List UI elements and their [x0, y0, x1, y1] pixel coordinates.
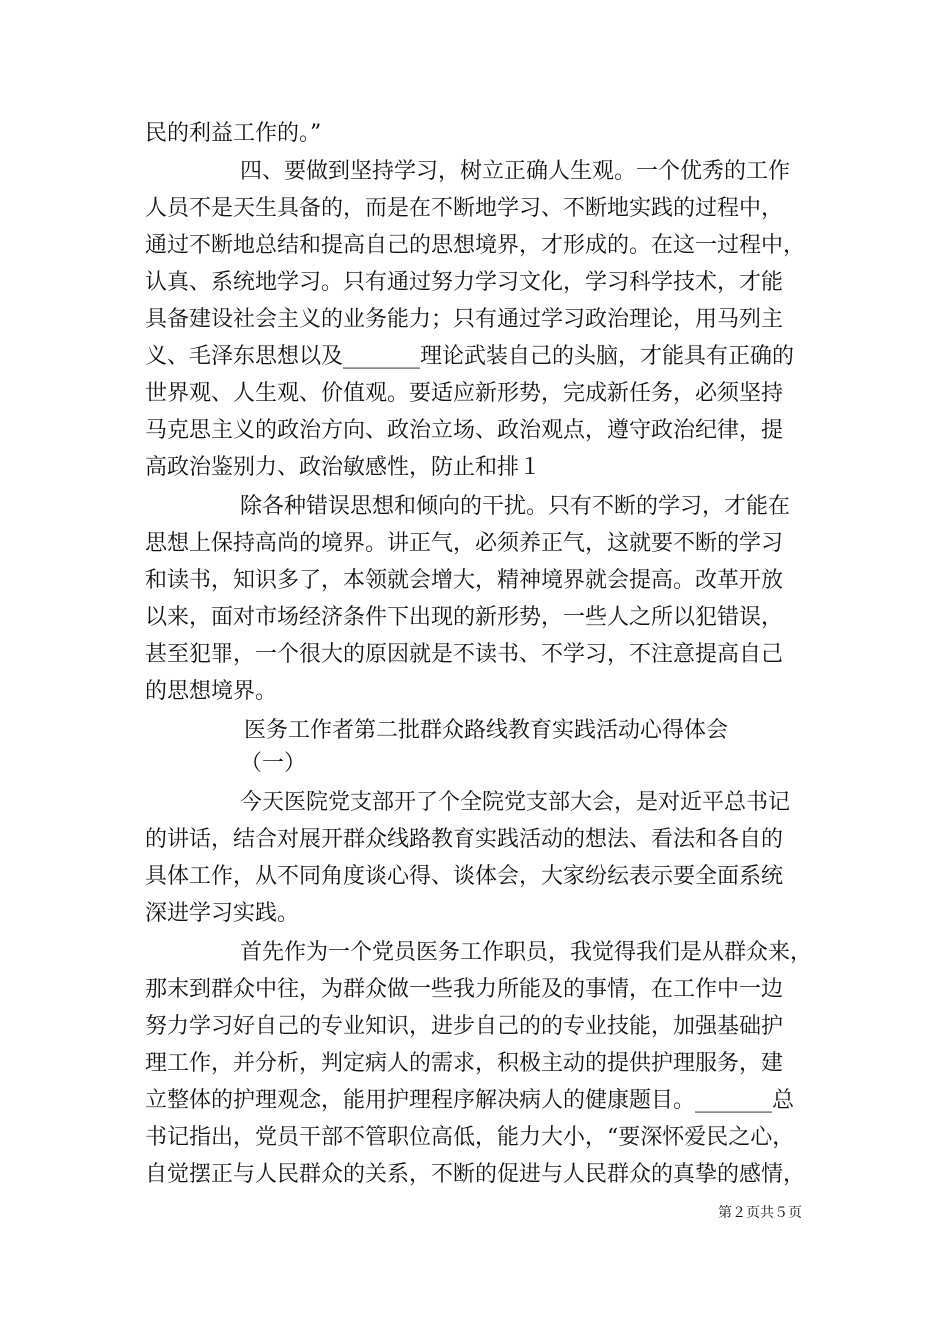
text-line-10: 高政治鉴别力、政治敏感性，防止和排１: [145, 455, 542, 480]
text-line-24: 那末到群众中往，为群众做一些我力所能及的事情，在工作中一边: [145, 977, 784, 1002]
text-line-27: 立整体的护理观念，能用护理程序解决病人的健康题目。_______总: [145, 1088, 795, 1113]
text-line-14: 以来，面对市场经济条件下出现的新形势，一些人之所以犯错误，: [145, 605, 784, 630]
text-line-3: 人员不是天生具备的，而是在不断地学习、不断地实践的过程中，: [145, 196, 784, 221]
text-line-4: 通过不断地总结和提高自己的思想境界，才形成的。在这一过程中，: [145, 233, 806, 258]
section-subheading: （一）: [240, 751, 307, 776]
text-line-16: 的思想境界。: [145, 679, 278, 704]
text-line-8: 世界观、人生观、价值观。要适应新形势，完成新任务，必须坚持: [145, 381, 784, 406]
text-line-7: 义、毛泽东思想以及_______理论武装自己的头脑，才能具有正确的: [145, 344, 795, 369]
text-line-15: 甚至犯罪，一个很大的原因就是不读书、不学习，不注意提高自己: [145, 642, 784, 667]
text-line-23: 首先作为一个党员医务工作职员，我觉得我们是从群众来，: [240, 940, 813, 965]
text-line-1: 民的利益工作的。”: [145, 121, 322, 146]
text-line-22: 深进学习实践。: [145, 901, 300, 926]
text-line-6: 具备建设社会主义的业务能力；只有通过学习政治理论，用马列主: [145, 307, 784, 332]
section-heading: 医务工作者第二批群众路线教育实践活动心得体会: [244, 718, 729, 743]
text-line-20: 的讲话，结合对展开群众线路教育实践活动的想法、看法和各自的: [145, 827, 784, 852]
text-line-2: 四、要做到坚持学习，树立正确人生观。一个优秀的工作: [240, 159, 791, 184]
text-line-28: 书记指出，党员干部不管职位高低，能力大小，“要深怀爱民之心，: [145, 1125, 795, 1150]
text-line-29: 自觉摆正与人民群众的关系，不断的促进与人民群众的真挚的感情，: [145, 1162, 806, 1187]
text-line-5: 认真、系统地学习。只有通过努力学习文化，学习科学技术，才能: [145, 270, 784, 295]
text-line-19: 今天医院党支部开了个全院党支部大会，是对近平总书记: [240, 790, 791, 815]
text-line-26: 理工作，并分析，判定病人的需求，积极主动的提供护理服务，建: [145, 1051, 784, 1076]
text-line-25: 努力学习好自己的专业知识，进步自己的的专业技能，加强基础护: [145, 1014, 784, 1039]
text-line-21: 具体工作，从不同角度谈心得、谈体会，大家纷纭表示要全面系统: [145, 864, 784, 889]
text-line-9: 马克思主义的政治方向、政治立场、政治观点，遵守政治纪律，提: [145, 418, 784, 443]
text-line-11: 除各种错误思想和倾向的干扰。只有不断的学习，才能在: [240, 494, 791, 519]
text-line-13: 和读书，知识多了，本领就会增大，精神境界就会提高。改革开放: [145, 568, 784, 593]
page-number: 第２页共５页: [718, 1205, 802, 1221]
text-line-12: 思想上保持高尚的境界。讲正气，必须养正气，这就要不断的学习: [145, 531, 784, 556]
